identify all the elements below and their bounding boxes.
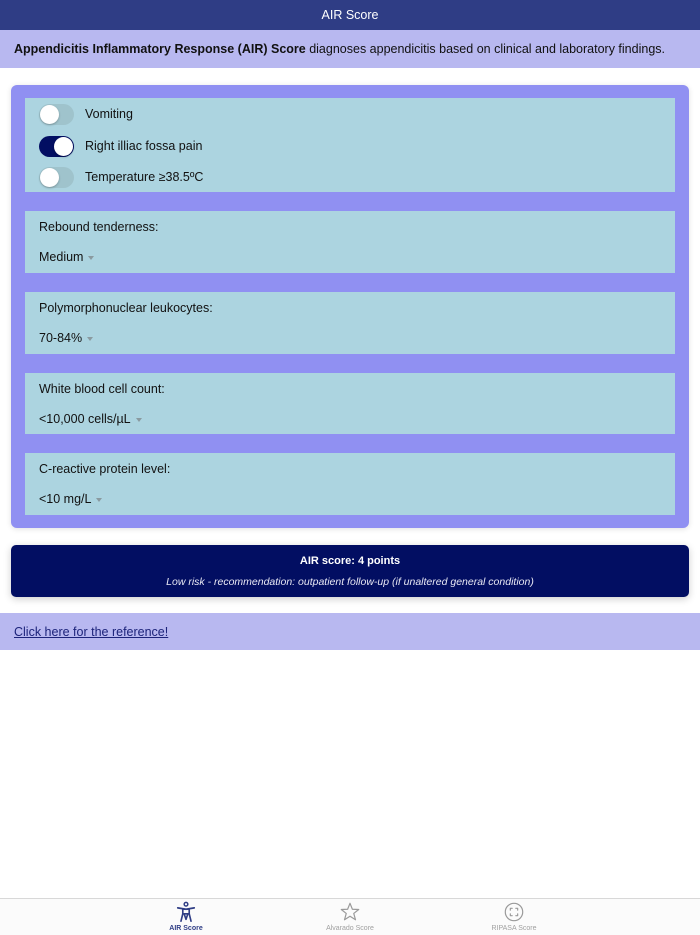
rebound-tenderness-section [25,211,675,273]
intro-text [14,42,665,56]
reference-link[interactable]: Click here for the reference! [14,624,169,639]
star-icon [339,901,361,923]
tab-label: AIR Score [169,925,203,932]
result-score: AIR score: 4 points [299,555,401,567]
vomiting-switch[interactable] [39,104,74,125]
accessibility-person-icon [175,901,197,923]
polymorphonuclear-leukocytes-select[interactable] [39,331,93,345]
c-reactive-protein-select[interactable] [39,492,102,506]
select-value: Medium [39,250,84,264]
select-value: <10,000 cells/µL [39,412,131,426]
select-value: <10 mg/L [39,492,92,506]
intro-description: diagnoses appendicitis based on clinical and laboratory findings. [305,42,665,56]
field-label: Polymorphonuclear leukocytes: [39,301,213,315]
chevron-down-icon [136,418,142,422]
symptoms-section [25,98,675,192]
toggle-label: Temperature ≥38.5ºC [85,170,204,184]
intro-bold-title: Appendicitis Inflammatory Response (AIR) Score [14,42,306,56]
c-reactive-protein-section [25,453,675,515]
intro-banner [0,30,700,68]
chevron-down-icon [88,256,94,260]
temperature-switch[interactable] [39,167,74,188]
switch-knob [40,168,59,187]
scan-circle-icon [503,901,525,923]
score-form [11,85,689,528]
toggle-row-temperature[interactable] [39,166,203,188]
toggle-label: Right illiac fossa pain [85,139,203,153]
navigation-header [0,0,700,30]
result-card [11,545,689,597]
field-label: White blood cell count: [39,382,165,396]
tab-label: RIPASA Score [491,925,537,932]
right-illiac-fossa-pain-switch[interactable] [39,136,74,157]
tab-ripasa-score[interactable] [454,901,574,932]
polymorphonuclear-leukocytes-section [25,292,675,354]
select-value: 70-84% [39,331,83,345]
white-blood-cell-count-select[interactable] [39,412,142,426]
field-label: C-reactive protein level: [39,462,171,476]
toggle-row-right-illiac-fossa-pain[interactable] [39,135,202,157]
tab-bar [0,898,700,935]
page-title: AIR Score [321,8,379,22]
toggle-label: Vomiting [85,107,133,121]
switch-knob [54,137,73,156]
toggle-row-vomiting[interactable] [39,103,133,125]
chevron-down-icon [87,337,93,341]
tab-air-score[interactable] [126,901,246,932]
chevron-down-icon [96,498,102,502]
white-blood-cell-count-section [25,373,675,434]
switch-knob [40,105,59,124]
field-label: Rebound tenderness: [39,220,159,234]
result-recommendation: Low risk - recommendation: outpatient follow-up (if unaltered general condition) [166,576,534,588]
tab-alvarado-score[interactable] [290,901,410,932]
reference-banner [0,613,700,650]
tab-label: Alvarado Score [326,925,374,932]
rebound-tenderness-select[interactable] [39,250,94,264]
